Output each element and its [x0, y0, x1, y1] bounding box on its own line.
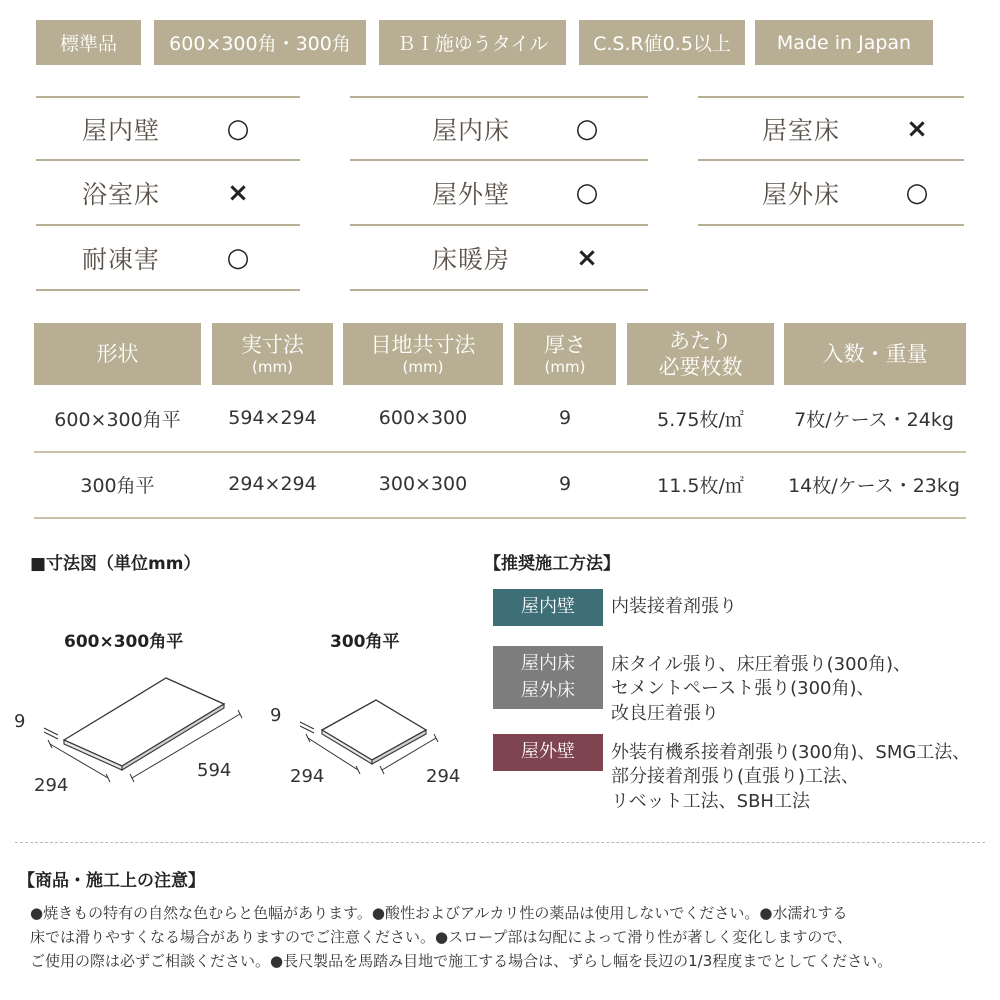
- table-cell: 300×300: [378, 473, 468, 495]
- method-line: 外装有機系接着剤張り(300角)、SMG工法、: [611, 742, 971, 763]
- note-line: 床では滑りやすくなる場合がありますのでご注意ください。●スロープ部は勾配によって滑り性が著しく変化しますので、: [30, 928, 853, 946]
- method-badge-outdoor-wall: [493, 734, 603, 771]
- table-cell: 600×300角平: [54, 408, 181, 431]
- usage-item: [350, 226, 648, 291]
- table-cell: 7枚/ケース・24kg: [794, 408, 954, 431]
- header-unit: (mm): [544, 357, 586, 376]
- dimension-title: ■寸法図（単位mm）: [30, 554, 201, 574]
- tag-size: 600×300角・300角: [154, 20, 366, 65]
- table-header-actual-size: [212, 323, 333, 385]
- tile-diagram-300: [280, 660, 480, 810]
- usage-label: 浴室床: [82, 179, 161, 209]
- usage-mark: ○: [575, 177, 599, 208]
- tag-made-in-japan: Made in Japan: [755, 20, 933, 65]
- usage-label: 屋内床: [432, 115, 511, 145]
- badge-label: 屋外壁: [521, 741, 575, 763]
- method-text-outdoor-wall: [611, 741, 970, 814]
- method-line: セメントペースト張り(300角)、: [611, 678, 875, 700]
- badge-label: 屋外床: [521, 679, 575, 701]
- usage-label: 屋外床: [762, 179, 841, 209]
- usage-label: 耐凍害: [82, 244, 161, 274]
- usage-mark: ○: [575, 113, 599, 144]
- fig2-width: 294: [290, 766, 325, 787]
- method-line: 内装接着剤張り: [611, 596, 737, 617]
- usage-label: 屋内壁: [82, 115, 161, 145]
- dashed-divider: [15, 842, 985, 843]
- table-header-required-count: [627, 323, 774, 385]
- fig1-length: 594: [197, 760, 232, 781]
- table-cell: 9: [558, 473, 572, 495]
- usage-item: [350, 161, 648, 226]
- usage-mark: ○: [226, 113, 250, 144]
- badge-label: 屋内壁: [521, 596, 575, 618]
- header-label: 目地共寸法: [370, 332, 476, 357]
- header-unit: (mm): [252, 357, 293, 376]
- badge-label: 屋内床: [521, 653, 575, 675]
- notes-title: 【商品・施工上の注意】: [18, 871, 205, 891]
- tag-csr: C.S.R値0.5以上: [579, 20, 745, 65]
- header-label: 厚さ: [544, 332, 586, 357]
- header-unit: (mm): [402, 357, 444, 376]
- method-line: 部分接着剤張り(直張り)工法、: [611, 766, 860, 788]
- table-cell: 14枚/ケース・23kg: [788, 474, 960, 497]
- usage-mark: ×: [906, 113, 928, 144]
- header-label: 形状: [96, 341, 139, 366]
- fig1-thickness: 9: [14, 711, 26, 732]
- usage-label: 床暖房: [432, 244, 511, 274]
- fig2-thickness: 9: [270, 705, 282, 726]
- usage-mark: ○: [905, 177, 929, 208]
- method-badge-floor: [493, 646, 603, 709]
- methods-title: 【推奨施工方法】: [484, 554, 620, 574]
- table-cell: 594×294: [228, 407, 317, 429]
- method-text-floor: [611, 653, 911, 726]
- table-header-thickness: [514, 323, 616, 385]
- usage-mark: ×: [576, 242, 598, 273]
- method-line: 床タイル張り、床圧着張り(300角)、: [611, 654, 912, 675]
- fig1-label: 600×300角平: [64, 632, 184, 652]
- table-cell: 9: [558, 407, 572, 429]
- usage-item: [698, 96, 964, 161]
- tag-standard: 標準品: [36, 20, 141, 65]
- method-line: リベット工法、SBH工法: [611, 790, 810, 812]
- usage-mark: ×: [227, 177, 249, 208]
- usage-label: 居室床: [762, 115, 841, 145]
- header-label: 必要枚数: [658, 355, 743, 379]
- table-header-joint-size: [343, 323, 503, 385]
- table-cell: 300角平: [80, 474, 155, 497]
- usage-mark: ○: [226, 242, 250, 273]
- fig1-width: 294: [34, 775, 69, 796]
- table-divider: [34, 517, 966, 519]
- table-header-quantity-weight: [784, 323, 966, 385]
- method-text-indoor-wall: [611, 595, 737, 619]
- fig2-length: 294: [426, 766, 461, 787]
- table-cell: 600×300: [378, 407, 468, 429]
- usage-item: [36, 226, 300, 291]
- usage-item: [36, 161, 300, 226]
- header-label: 実寸法: [241, 332, 304, 357]
- tag-glaze: ＢＩ施ゆうタイル: [379, 20, 566, 65]
- note-line: ご使用の際は必ずご相談ください。●長尺製品を馬踏み目地で施工する場合は、ずらし幅を長辺の1/3程度までとしてください。: [30, 952, 893, 970]
- usage-item: [350, 96, 648, 161]
- method-line: 改良圧着張り: [611, 702, 719, 724]
- header-label: あたり: [669, 328, 732, 353]
- note-line: ●焼きもの特有の自然な色むらと色幅があります。●酸性およびアルカリ性の薬品は使用しないでください。●水濡れする: [30, 904, 848, 922]
- table-cell: 294×294: [228, 473, 317, 495]
- header-label: 入数・重量: [822, 341, 928, 366]
- table-header-shape: [34, 323, 201, 385]
- table-cell: 11.5枚/㎡: [657, 474, 744, 497]
- method-badge-indoor-wall: [493, 589, 603, 626]
- table-cell: 5.75枚/㎡: [657, 408, 744, 431]
- usage-item: [36, 96, 300, 161]
- fig2-label: 300角平: [330, 632, 400, 652]
- usage-label: 屋外壁: [432, 179, 511, 209]
- usage-item: [698, 161, 964, 226]
